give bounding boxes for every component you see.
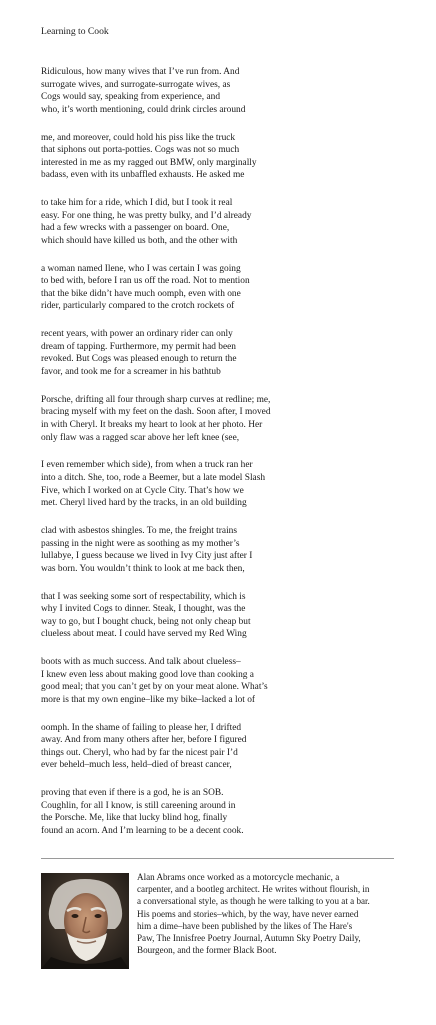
poem-line: oomph. In the shame of failing to please her, I drifted <box>41 722 242 733</box>
poem-line: had a few wrecks with a passenger on board. One, <box>41 223 230 234</box>
stanza <box>41 132 401 182</box>
poem-line: Porsche, drifting all four through sharp curves at redline; me, <box>41 394 271 405</box>
poem-line: why I invited Cogs to dinner. Steak, I thought, was the <box>41 604 246 615</box>
poem-body <box>41 66 401 853</box>
poem-line: a woman named Ilene, who I was certain I was going <box>41 263 241 274</box>
divider <box>41 858 394 859</box>
bio-line: him a dime–have been published by the likes of The Hare's <box>137 920 353 931</box>
poem-line: in with Cheryl. It breaks my heart to look at her photo. Her <box>41 420 263 430</box>
bio-line: a conversational style, as though he were talking to you at a bar. <box>137 896 370 907</box>
bio-line: Bourgeon, and the former Black Boot. <box>137 945 277 956</box>
poem-line: only flaw was a ragged scar above her left knee (see, <box>41 432 240 443</box>
poem-line: badass, even with its unbaffled exhausts. He asked me <box>41 170 245 181</box>
stanza <box>41 394 401 444</box>
poem-line: that siphons out porta-potties. Cogs was not so much <box>41 145 240 156</box>
poem-line: clad with asbestos shingles. To me, the freight trains <box>41 525 238 536</box>
poem-line: favor, and took me for a screamer in his bathtub <box>41 367 221 378</box>
poem-line: Cogs would say, speaking from experience, and <box>41 92 221 103</box>
stanza <box>41 459 401 509</box>
poem-line: good meal; that you can’t get by on your meat alone. What’s <box>41 682 268 693</box>
poem-line: revoked. But Cogs was pleased enough to return the <box>41 354 237 365</box>
poem-line: surrogate wives, and surrogate-surrogate wives, as <box>41 79 231 90</box>
poem-line: that the bike didn’t have much oomph, even with one <box>41 288 241 299</box>
poem-line: way to go, but I bought chuck, being not only cheap but <box>41 616 251 627</box>
poem-line: I knew even less about making good love than cooking a <box>41 669 254 680</box>
poem-line: things out. Cheryl, who had by far the nicest pair I’d <box>41 747 238 758</box>
stanza <box>41 722 401 772</box>
poem-line: Ridiculous, how many wives that I’ve run from. And <box>41 67 240 77</box>
author-bio <box>137 871 399 956</box>
stanza <box>41 525 401 575</box>
poem-line: was born. You wouldn’t think to look at me back then, <box>41 563 245 574</box>
poem-line: bracing myself with my feet on the dash. Soon after, I moved <box>41 407 271 418</box>
poem-line: me, and moreover, could hold his piss like the truck <box>41 132 236 143</box>
poem-line: lullabye, I guess because we lived in Ivy City just after I <box>41 551 253 562</box>
poem-line: who, it’s worth mentioning, could drink circles around <box>41 104 246 115</box>
poem-line: Coughlin, for all I know, is still careening around in <box>41 800 236 811</box>
poem-title: Learning to Cook <box>41 26 109 37</box>
poem-line: which should have killed us both, and the other with <box>41 235 238 246</box>
stanza <box>41 328 401 378</box>
stanza <box>41 787 401 837</box>
poem-line: I even remember which side), from when a truck ran her <box>41 460 253 471</box>
poem-line: Five, which I worked on at Cycle City. That’s how we <box>41 485 244 496</box>
poem-line: rider, particularly compared to the crotch rockets of <box>41 301 235 312</box>
poem-line: passing in the night were as soothing as my mother’s <box>41 538 240 549</box>
bio-line: Paw, The Innisfree Poetry Journal, Autumn Sky Poetry Daily, <box>137 933 361 944</box>
bio-line: Alan Abrams once worked as a motorcycle mechanic, a <box>137 872 340 882</box>
poem-line: to take him for a ride, which I did, but I took it real <box>41 198 233 209</box>
author-photo <box>41 873 129 969</box>
stanza <box>41 591 401 641</box>
poem-line: clueless about meat. I could have served my Red Wing <box>41 629 247 640</box>
poem-line: recent years, with power an ordinary rider can only <box>41 329 233 340</box>
poem-line: into a ditch. She, too, rode a Beemer, but a late model Slash <box>41 472 266 483</box>
stanza <box>41 263 401 313</box>
poem-line: proving that even if there is a god, he is an SOB. <box>41 788 224 799</box>
poem-line: ever beheld–much less, held–died of breast cancer, <box>41 760 232 771</box>
poem-line: that I was seeking some sort of respectability, which is <box>41 591 246 602</box>
poem-line: more is that my own engine–like my bike–lacked a lot of <box>41 694 256 705</box>
poem-line: away. And from many others after her, before I figured <box>41 735 247 746</box>
poem-line: interested in me as my ragged out BMW, only marginally <box>41 157 257 168</box>
poem-line: dream of tapping. Furthermore, my permit had been <box>41 341 236 352</box>
poem-line: boots with as much success. And talk about clueless– <box>41 657 241 668</box>
stanza <box>41 197 401 247</box>
stanza <box>41 66 401 116</box>
bio-line: carpenter, and a bootleg architect. He writes without flourish, in <box>137 884 370 895</box>
poem-line: easy. For one thing, he was pretty bulky, and I’d already <box>41 210 252 221</box>
bio-line: His poems and stories–which, by the way, have never earned <box>137 908 359 919</box>
poem-line: met. Cheryl lived hard by the tracks, in an old building <box>41 498 247 509</box>
poem-line: to bed with, before I ran us off the road. Not to mention <box>41 276 250 287</box>
poem-line: found an acorn. And I’m learning to be a decent cook. <box>41 825 244 836</box>
stanza <box>41 656 401 706</box>
poem-line: the Porsche. Me, like that lucky blind hog, finally <box>41 813 228 824</box>
